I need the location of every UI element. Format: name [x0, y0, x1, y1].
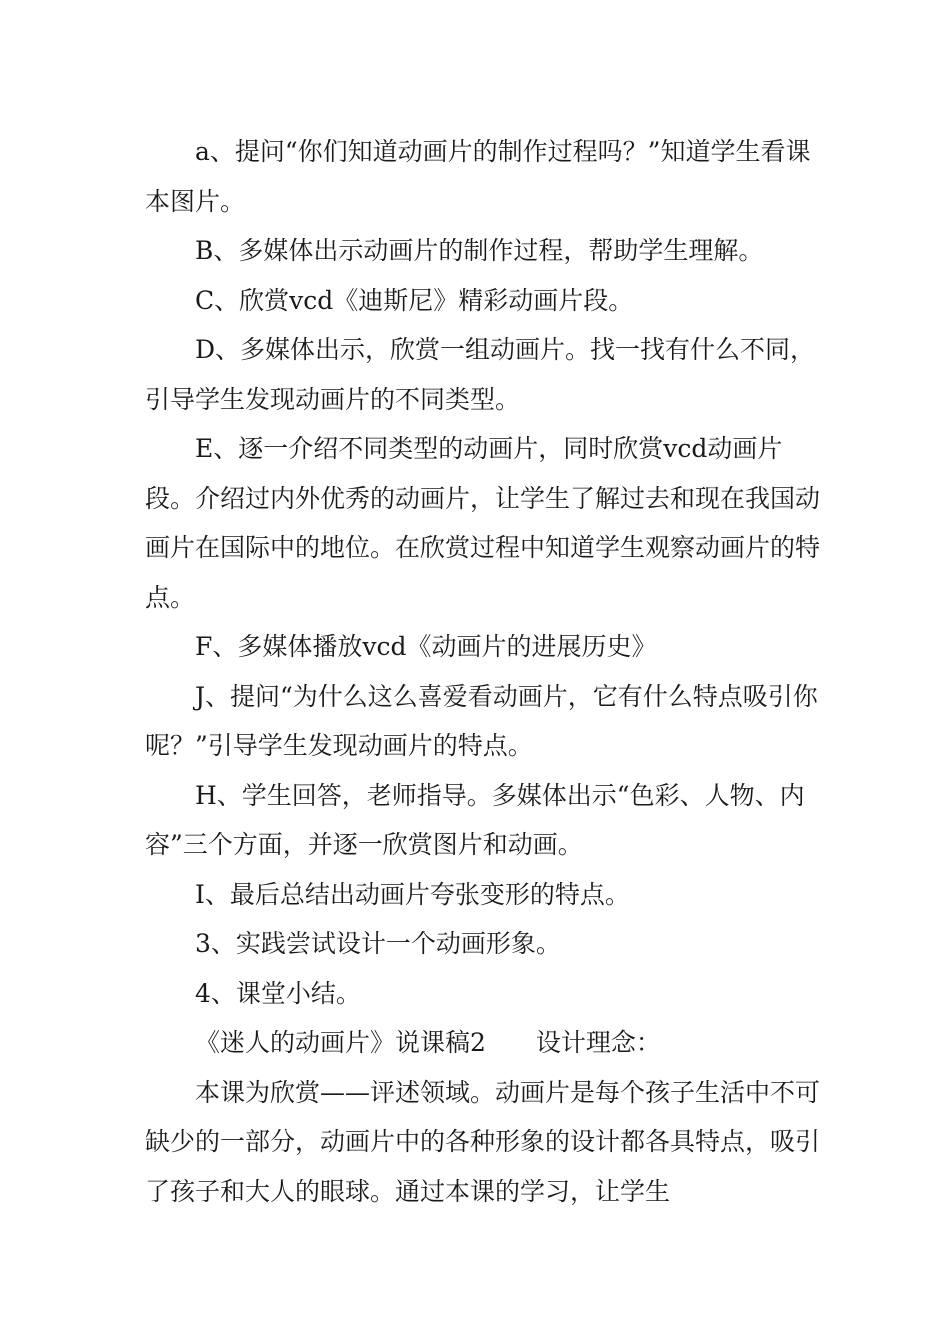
- paragraph-1: a、提问“你们知道动画片的制作过程吗？”知道学生看课本图片。: [145, 137, 811, 216]
- paragraph-4: D、多媒体出示，欣赏一组动画片。找一找有什么不同，引导学生发现动画片的不同类型。: [145, 335, 816, 414]
- paragraph-13: 本课为欣赏——评述领域。动画片是每个孩子生活中不可缺少的一部分，动画片中的各种形象的设计都各具特点，吸引了孩子和大人的眼球。通过本课的学习，让学生: [145, 1077, 821, 1206]
- paragraph-7: J、提问“为什么这么喜爱看动画片，它有什么特点吸引你呢？”引导学生发现动画片的特点。: [145, 681, 818, 760]
- paragraph-3: C、欣赏vcd《迪斯尼》精彩动画片段。: [195, 285, 634, 315]
- paragraph-11: 4、课堂小结。: [195, 978, 361, 1008]
- paragraph-8: H、学生回答，老师指导。多媒体出示“色彩、人物、内容”三个方面，并逐一欣赏图片和动画。: [145, 780, 805, 859]
- document-body: [145, 127, 820, 1216]
- paragraph-9: I、最后总结出动画片夸张变形的特点。: [195, 879, 630, 909]
- paragraph-5: E、逐一介绍不同类型的动画片，同时欣赏vcd动画片段。介绍过内外优秀的动画片，让学生了解过去和现在我国动画片在国际中的地位。在欣赏过程中知道学生观察动画片的特点。: [145, 434, 821, 612]
- paragraph-12: 《迷人的动画片》说课稿2 设计理念：: [195, 1028, 661, 1057]
- paragraph-6: F、多媒体播放vcd《动画片的进展历史》: [195, 632, 657, 661]
- paragraph-10: 3、实践尝试设计一个动画形象。: [195, 929, 561, 958]
- paragraph-2: B、多媒体出示动画片的制作过程，帮助学生理解。: [195, 236, 764, 265]
